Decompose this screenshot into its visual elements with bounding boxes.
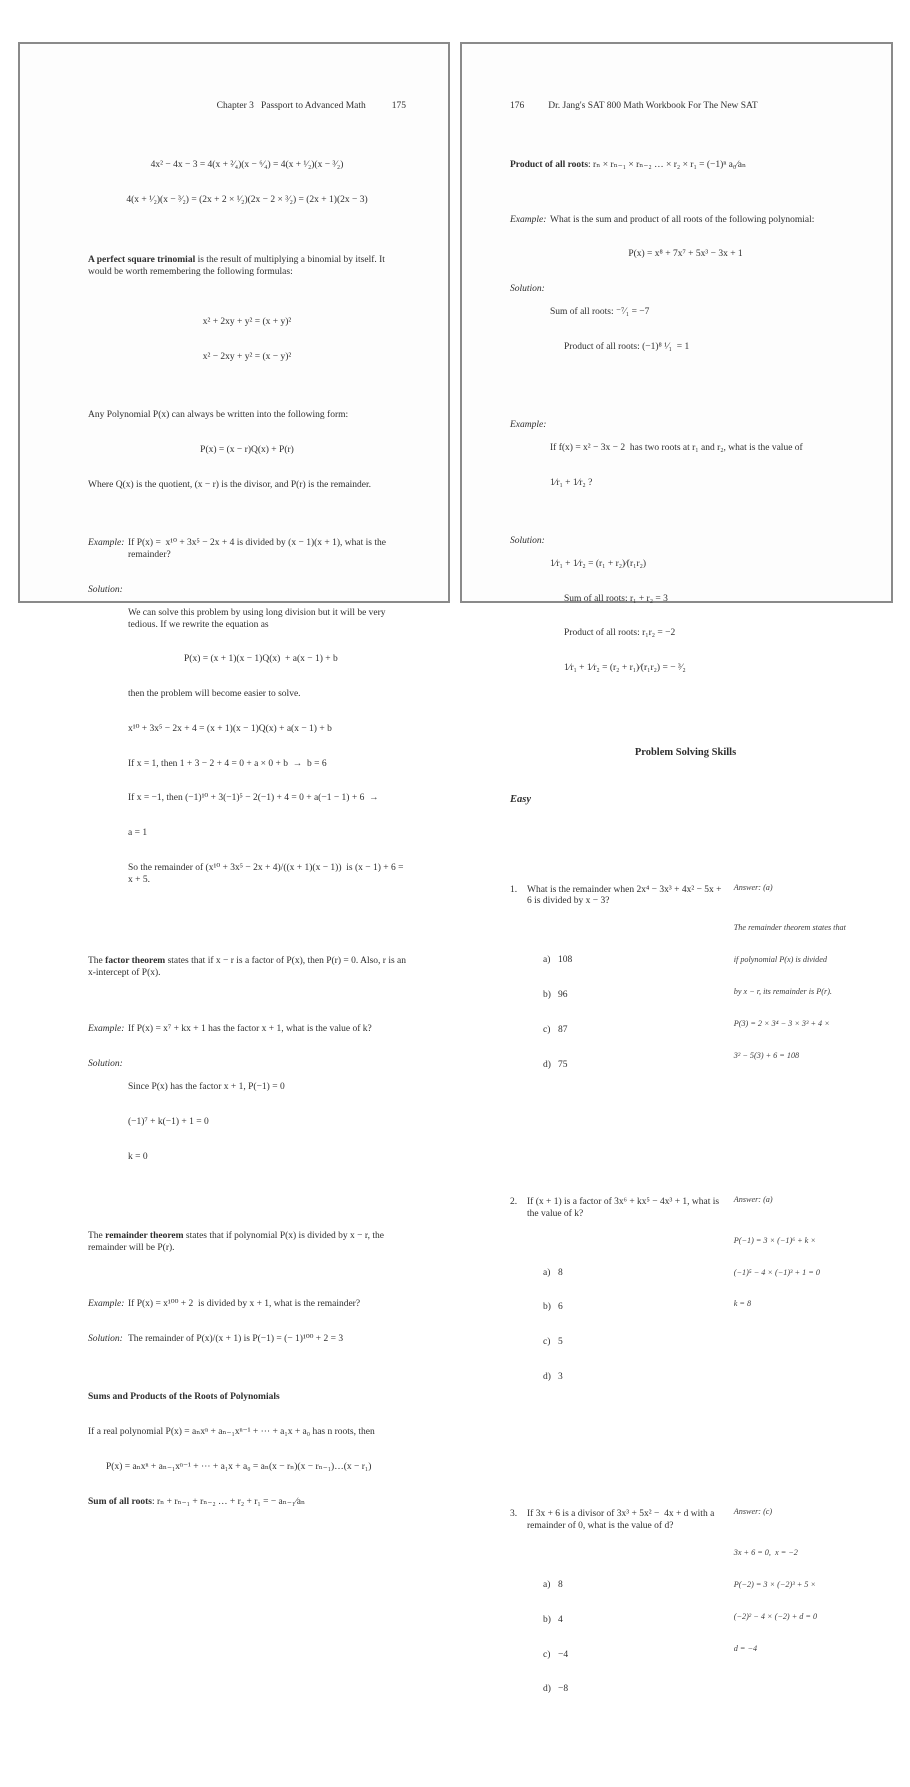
option-letter: a): [543, 1580, 551, 1591]
question-text: If (x + 1) is a factor of 3x⁶ + kx⁵ − 4x³ + 1, what is the value of k?: [527, 1197, 722, 1219]
paragraph-text: : rₙ × rₙ₋₁ × rₙ₋₂ … × r₂ × r₁ = (−1)ⁿ a₀⁄aₙ: [588, 160, 747, 171]
option: [543, 1337, 724, 1349]
bold-term: A perfect square trinomial: [88, 255, 196, 266]
paragraph: Where Q(x) is the quotient, (x − r) is the divisor, and P(r) is the remainder.: [88, 480, 372, 490]
question-column: [510, 1486, 724, 1742]
option: [543, 990, 724, 1002]
product-of-roots-line: [510, 160, 861, 172]
paragraph-text: states that if polynomial P(x) is divided by x − r, the remainder will be P(r).: [88, 1231, 387, 1253]
question-line: [510, 885, 724, 908]
explanation-line: 3x + 6 = 0, x = −2: [733, 1548, 798, 1558]
option-value: 8: [558, 1580, 563, 1591]
equation-line: P(x) = (x + 1)(x − 1)Q(x) + a(x − 1) + b: [184, 654, 338, 665]
example-2-solution: [510, 536, 861, 698]
example-label: Example:: [510, 214, 547, 225]
equation-line: P(x) = x⁸ + 7x⁷ + 5x³ − 3x + 1: [628, 249, 743, 260]
options-list: [510, 1557, 724, 1719]
explanation-line: The remainder theorem states that: [733, 923, 846, 933]
solution-line: Sum of all roots: ⁻⁷⁄₁ = −7: [550, 307, 650, 318]
solution-line: If x = −1, then (−1)¹⁰ + 3(−1)⁵ − 2(−1) + 4 = 0 + a(−1 − 1) + 6 →: [128, 793, 379, 804]
solution-line: x¹⁰ + 3x⁵ − 2x + 4 = (x + 1)(x − 1)Q(x) + a(x − 1) + b: [128, 723, 332, 734]
question-number: 2.: [510, 1197, 518, 1208]
question-number: 3.: [510, 1509, 518, 1520]
explanation-line: by x − r, its remainder is P(r).: [733, 986, 832, 996]
solution-line: then the problem will become easier to solve.: [128, 689, 301, 700]
example-label: Example:: [88, 1024, 125, 1035]
paragraph-text: states that if x − r is a factor of P(x), then P(r) = 0. Also, r is an x-intercept of P(x).: [88, 956, 409, 978]
solution-line: Since P(x) has the factor x + 1, P(−1) = 0: [128, 1082, 285, 1093]
paragraph-text: : rₙ + rₙ₋₁ + rₙ₋₂ … + r₂ + r₁ = − aₙ₋₁⁄aₙ: [151, 1496, 306, 1507]
question-text: If 3x + 6 is a divisor of 3x³ + 5x² − 4x + d with a remainder of 0, what is the value of d?: [527, 1509, 717, 1532]
option-letter: d): [543, 1371, 551, 1382]
example-text: [550, 420, 861, 513]
example-label: Example:: [88, 538, 125, 549]
remainder-theorem-paragraph: [88, 1231, 406, 1254]
option-value: −8: [558, 1684, 569, 1695]
option-letter: c): [543, 1337, 551, 1348]
example-1: [510, 215, 861, 227]
paragraph-text: The: [88, 1231, 106, 1242]
option-value: 75: [558, 1059, 568, 1070]
example-1: [88, 538, 406, 561]
example-1-solution: [88, 585, 406, 910]
explanation-line: P(3) = 2 × 3⁴ − 3 × 3³ + 4 ×: [733, 1018, 830, 1028]
example-text-line: If f(x) = x² − 3x − 2 has two roots at r₁ and r₂, what is the value of: [550, 442, 803, 453]
example-label: Example:: [510, 419, 547, 430]
option: [543, 955, 724, 967]
equation-line: x² − 2xy + y² = (x − y)²: [202, 352, 292, 363]
example-label: Example:: [88, 1299, 125, 1310]
factor-theorem-paragraph: [88, 956, 409, 979]
option-value: −4: [558, 1649, 569, 1660]
solution-body: [550, 536, 861, 698]
equation-line: 4(x + ¹⁄₂)(x − ³⁄₂) = (2x + 2 × ¹⁄₂)(2x − 2 × ³⁄₂) = (2x + 1)(2x − 3): [126, 194, 368, 205]
solution-line: So the remainder of (x¹⁰ + 3x⁵ − 2x + 4)/((x + 1)(x − 1)) is (x − 1) + 6 = x + 5.: [128, 863, 406, 885]
sums-products-heading: Sums and Products of the Roots of Polynomials: [88, 1392, 280, 1403]
option-value: 87: [558, 1024, 568, 1035]
perfect-square-paragraph: [88, 255, 406, 278]
question-block-2: [510, 1174, 861, 1430]
option-letter: c): [543, 1024, 551, 1035]
paragraph: If a real polynomial P(x) = aₙxⁿ + aₙ₋₁xⁿ⁻¹ + ⋯ + a₁x + a₀ has n roots, then: [88, 1427, 375, 1438]
solution-label: Solution:: [88, 1058, 123, 1069]
solution-line: 1⁄r₁ + 1⁄r₂ = (r₂ + r₁)⁄(r₁r₂) = − ³⁄₂: [564, 663, 686, 674]
question-column: [510, 861, 724, 1117]
option: [543, 1615, 724, 1627]
option-letter: a): [543, 955, 551, 966]
question-block-1: [510, 861, 861, 1117]
paragraph: Any Polynomial P(x) can always be written into the following form:: [88, 410, 349, 421]
answer-column: [734, 1486, 861, 1675]
right-page: [460, 42, 893, 1695]
answer-column: [734, 861, 861, 1082]
bold-term: Product of all roots: [510, 160, 589, 171]
answer-label: Answer: (c): [733, 1507, 773, 1517]
option-letter: b): [543, 1302, 551, 1313]
example-text: What is the sum and product of all roots of the following polynomial:: [550, 214, 815, 225]
solution-line: (−1)⁷ + k(−1) + 1 = 0: [128, 1116, 209, 1127]
difficulty-label: Easy: [510, 794, 531, 806]
question-column: [510, 1174, 724, 1430]
option-letter: d): [543, 1684, 551, 1695]
explanation-line: (−2)² − 4 × (−2) + d = 0: [733, 1611, 818, 1621]
paragraph-text: The: [88, 956, 106, 967]
right-page-header: [510, 101, 861, 113]
solution-label: Solution:: [88, 1333, 123, 1344]
solution-body: [128, 1059, 406, 1187]
equation-line: 4x² − 4x − 3 = 4(x + ²⁄₄)(x − ⁶⁄₄) = 4(x + ¹⁄₂)(x − ³⁄₂): [150, 160, 344, 171]
left-page-content: [20, 44, 448, 1543]
question-line: [510, 1509, 724, 1532]
answer-label: Answer: (a): [733, 882, 773, 892]
option-value: 108: [558, 955, 573, 966]
sum-of-roots-line: [88, 1497, 406, 1509]
option-value: 96: [558, 989, 568, 1000]
example-3-solution: [88, 1334, 406, 1346]
example-text: If P(x) = x¹⁰ + 3x⁵ − 2x + 4 is divided by (x − 1)(x + 1), what is the remainder?: [128, 538, 389, 560]
solution-line: Product of all roots: r₁r₂ = −2: [564, 628, 676, 639]
option: [543, 1684, 724, 1696]
question-number: 1.: [510, 884, 518, 895]
example-2-solution: [88, 1059, 406, 1187]
solution-line: 1⁄r₁ + 1⁄r₂ = (r₁ + r₂)⁄(r₁r₂): [550, 558, 647, 569]
question-block-3: [510, 1486, 861, 1742]
option: [543, 1372, 724, 1384]
option-letter: c): [543, 1649, 551, 1660]
left-page-header: [88, 101, 406, 113]
right-page-number: 176: [510, 100, 525, 111]
solution-line: Product of all roots: (−1)⁸ ¹⁄₁ = 1: [564, 342, 690, 353]
equation-line: P(x) = aₙxⁿ + aₙ₋₁xⁿ⁻¹ + ⋯ + a₁x + a₀ = aₙ(x − rₙ)(x − rₙ₋₁)…(x − r₁): [106, 1461, 372, 1472]
example-3: [88, 1299, 406, 1311]
solution-body: [550, 284, 861, 377]
solution-body: The remainder of P(x)/(x + 1) is P(−1) = (− 1)¹⁰⁰ + 2 = 3: [128, 1333, 344, 1344]
chapter-title: Chapter 3 Passport to Advanced Math: [216, 100, 366, 111]
explanation-line: P(−1) = 3 × (−1)⁶ + k ×: [733, 1235, 816, 1245]
solution-label: Solution:: [510, 535, 545, 546]
equation-line: x² + 2xy + y² = (x + y)²: [202, 317, 292, 328]
example-2: [88, 1024, 406, 1036]
solution-line: k = 0: [128, 1151, 148, 1162]
equation-line: 1⁄r₁ + 1⁄r₂ ?: [550, 477, 593, 488]
solution-label: Solution:: [88, 584, 123, 595]
options-list: [510, 932, 724, 1094]
question-text: What is the remainder when 2x⁴ − 3x³ + 4x² − 5x + 6 is divided by x − 3?: [527, 884, 724, 907]
left-page-number: 175: [391, 100, 406, 111]
option: [543, 1025, 724, 1037]
explanation-line: if polynomial P(x) is divided: [733, 955, 827, 965]
option: [543, 1302, 724, 1314]
solution-line: We can solve this problem by using long division but it will be very tedious. If we rewrite the equation as: [128, 607, 388, 630]
left-page: [18, 42, 450, 1507]
explanation-line: d = −4: [733, 1643, 758, 1653]
option-letter: d): [543, 1059, 551, 1070]
example-text: If P(x) = x¹⁰⁰ + 2 is divided by x + 1, what is the remainder?: [128, 1299, 361, 1310]
solution-label: Solution:: [510, 284, 545, 295]
option-letter: b): [543, 1614, 551, 1625]
option: [543, 1268, 724, 1280]
solution-body: [128, 585, 406, 910]
option-value: 3: [558, 1371, 563, 1382]
example-1-solution: [510, 284, 861, 377]
explanation-line: k = 8: [733, 1299, 752, 1309]
explanation-line: P(−2) = 3 × (−2)³ + 5 ×: [733, 1580, 816, 1590]
paragraph-text: is the result of multiplying a binomial by itself. It would be worth remembering the following formulas:: [88, 255, 388, 277]
bold-term: Sum of all roots: [88, 1496, 152, 1507]
explanation-line: 3² − 5(3) + 6 = 108: [733, 1050, 800, 1060]
explanation-line: (−1)⁵ − 4 × (−1)³ + 1 = 0: [733, 1267, 820, 1277]
option: [543, 1580, 724, 1592]
question-line: [510, 1197, 724, 1220]
option: [543, 1060, 724, 1072]
section-heading: Problem Solving Skills: [634, 746, 737, 758]
equation-line: P(x) = (x − r)Q(x) + P(r): [200, 445, 294, 456]
solution-line: a = 1: [128, 828, 148, 839]
right-page-content: [462, 44, 891, 1787]
book-title: Dr. Jang's SAT 800 Math Workbook For The New SAT: [548, 100, 758, 111]
option: [543, 1650, 724, 1662]
option-value: 6: [558, 1302, 563, 1313]
option-letter: b): [543, 989, 551, 1000]
option-letter: a): [543, 1267, 551, 1278]
answer-column: [734, 1174, 861, 1331]
option-value: 4: [558, 1614, 563, 1625]
solution-line: Sum of all roots: r₁ + r₂ = 3: [564, 593, 668, 604]
bold-term: remainder theorem: [105, 1231, 184, 1242]
options-list: [510, 1244, 724, 1406]
example-text: If P(x) = x⁷ + kx + 1 has the factor x + 1, what is the value of k?: [128, 1024, 372, 1035]
option-value: 5: [558, 1337, 563, 1348]
option-value: 8: [558, 1267, 563, 1278]
bold-term: factor theorem: [105, 956, 166, 967]
answer-label: Answer: (a): [733, 1195, 773, 1205]
solution-line: If x = 1, then 1 + 3 − 2 + 4 = 0 + a × 0 + b → b = 6: [128, 758, 327, 769]
example-2: [510, 420, 861, 513]
